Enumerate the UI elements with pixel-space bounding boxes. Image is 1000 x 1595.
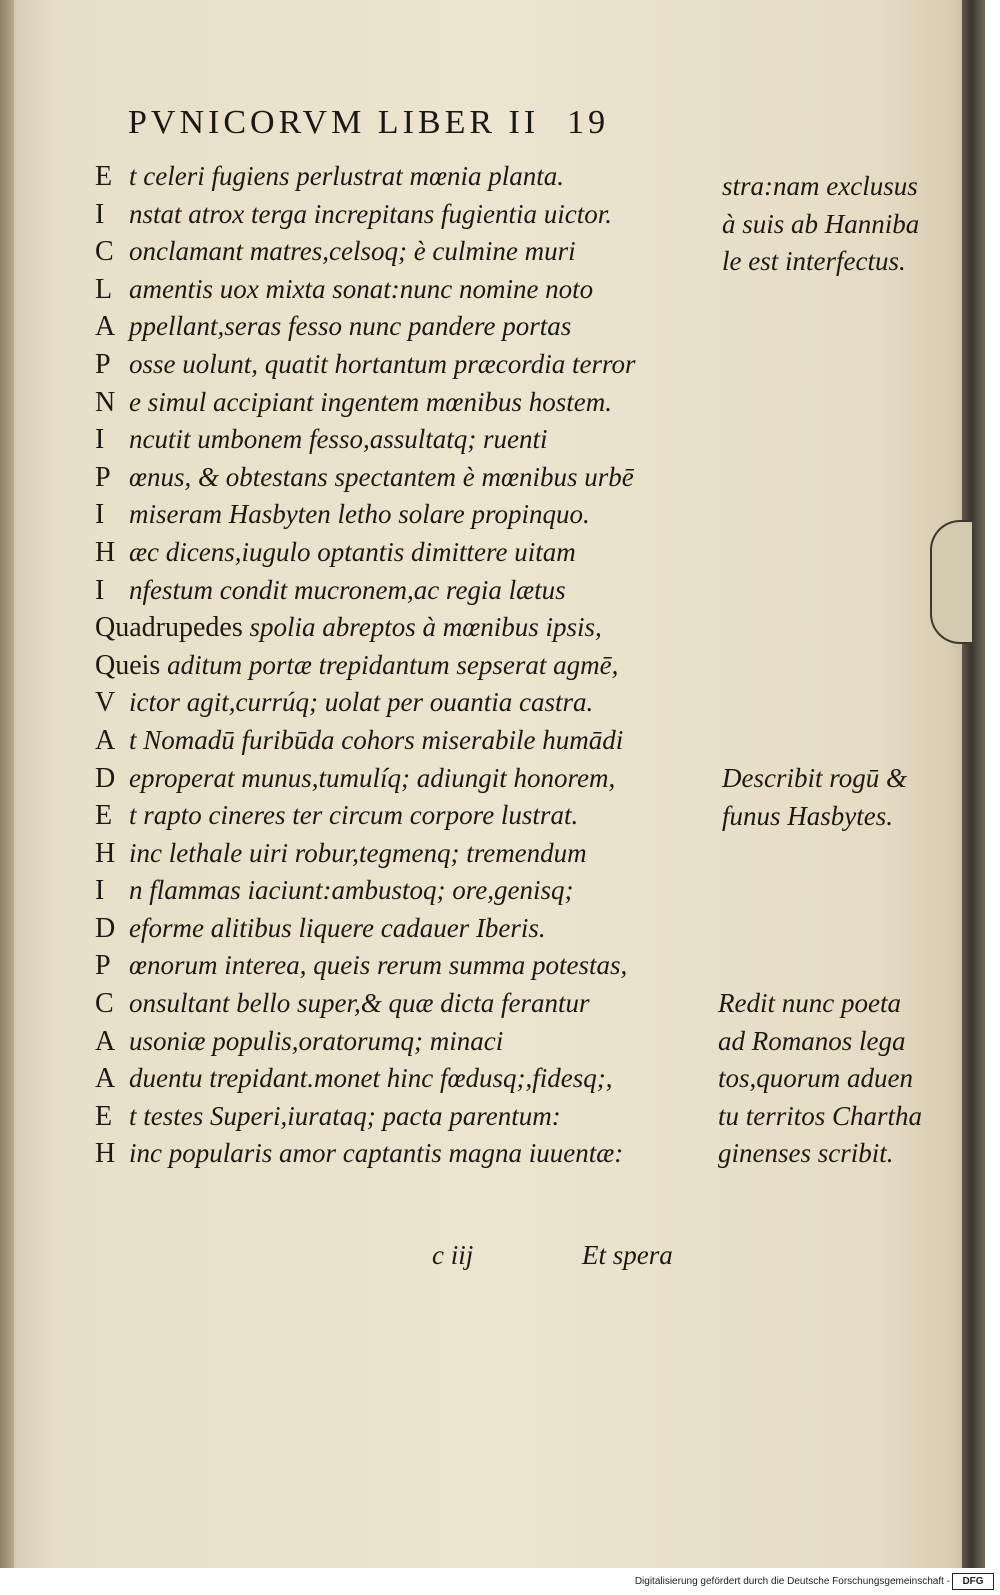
- folio-number: 19: [567, 104, 610, 141]
- margin-note-1: [722, 168, 919, 281]
- margin-note-3: [718, 985, 922, 1173]
- verse-initial: V: [95, 687, 116, 719]
- verse-line: [95, 797, 715, 835]
- verse-initial: P: [95, 461, 111, 493]
- margin-note-line: tos,quorum aduen: [718, 1063, 913, 1094]
- verse-line-text: ictor agit,currúq; uolat per ouantia castra.: [129, 687, 594, 718]
- margin-note-2: [722, 760, 907, 835]
- verse-line: [95, 835, 715, 873]
- verse-initial: A: [95, 1025, 116, 1057]
- verse-line: [95, 346, 715, 384]
- margin-note-line: Describit rogū &: [722, 763, 907, 793]
- verse-initial: D: [95, 912, 116, 944]
- verse-line-text: t celeri fugiens perlustrat mœnia planta.: [129, 161, 564, 191]
- verse-initial: E: [95, 800, 113, 832]
- verse-line-text: n flammas iaciunt:ambustoq; ore,genisq;: [129, 875, 574, 906]
- verse-line-text: duentu trepidant.monet hinc fœdusq;,fidesq;,: [129, 1063, 613, 1094]
- catchword: Et spera: [582, 1240, 673, 1270]
- verse-initial: Queis: [95, 649, 161, 681]
- verse-initial: A: [95, 311, 116, 343]
- verse-line-text: inc lethale uiri robur,tegmenq; tremendum: [129, 837, 587, 868]
- verse-initial: A: [95, 724, 116, 756]
- verse-line-text: ncutit umbonem fesso,assultatq; ruenti: [129, 424, 548, 455]
- verse-line-text: osse uolunt, quatit hortantum præcordia terror: [129, 348, 636, 379]
- verse-line-text: onclamant matres,celsoq; è culmine muri: [129, 236, 576, 267]
- verse-line: [95, 421, 715, 459]
- verse-line: [95, 910, 715, 948]
- verse-initial: P: [95, 348, 111, 380]
- verse-line: [95, 1098, 715, 1136]
- verse-text: [95, 158, 715, 1173]
- margin-note-line: à suis ab Hanniba: [722, 208, 920, 239]
- verse-initial: Quadrupedes: [95, 612, 243, 644]
- verse-initial: E: [95, 1100, 113, 1132]
- verse-initial: I: [95, 198, 105, 230]
- verse-initial: N: [95, 386, 116, 418]
- verse-line: [95, 1060, 715, 1098]
- margin-note-line: le est interfectus.: [722, 246, 906, 277]
- margin-note-line: stra:nam exclusus: [722, 171, 918, 201]
- verse-line: [95, 496, 715, 534]
- verse-line-text: nfestum condit mucronem,ac regia lætus: [129, 574, 566, 605]
- verse-line-text: ppellant,seras fesso nunc pandere portas: [129, 311, 572, 342]
- verse-line: [95, 459, 715, 497]
- verse-line: [95, 1023, 715, 1061]
- verse-initial: I: [95, 875, 105, 907]
- verse-initial: H: [95, 1138, 116, 1170]
- verse-line: [95, 308, 715, 346]
- clasp-tab: [930, 520, 972, 644]
- verse-initial: A: [95, 1063, 116, 1095]
- verse-initial: I: [95, 499, 105, 531]
- verse-initial: E: [95, 161, 113, 192]
- verse-line: [95, 158, 715, 196]
- verse-line-text: usoniæ populis,oratorumq; minaci: [129, 1025, 504, 1056]
- verse-line-text: eproperat munus,tumulíq; adiungit honorem,: [129, 762, 616, 793]
- verse-line-text: aditum portæ trepidantum sepserat agmē,: [167, 649, 619, 680]
- verse-initial: I: [95, 574, 105, 606]
- verse-line: [95, 233, 715, 271]
- margin-note-line: ginenses scribit.: [718, 1138, 894, 1169]
- verse-initial: C: [95, 988, 114, 1020]
- verse-line: [95, 271, 715, 309]
- running-head-title: PVNICORVM LIBER II: [128, 104, 540, 141]
- margin-note-line: tu territos Chartha: [718, 1100, 923, 1131]
- verse-line-text: spolia abreptos à mœnibus ipsis,: [249, 612, 602, 643]
- verse-line-text: t testes Superi,iurataq; pacta parentum:: [129, 1100, 561, 1131]
- verse-line-text: t rapto cineres ter circum corpore lustrat.: [129, 800, 579, 831]
- verse-line-text: inc popularis amor captantis magna iuuentæ:: [129, 1138, 624, 1169]
- margin-note-line: ad Romanos lega: [718, 1025, 906, 1056]
- margin-note-line: funus Hasbytes.: [722, 800, 893, 831]
- verse-line: [95, 384, 715, 422]
- verse-line: [95, 1135, 715, 1173]
- verse-line: [95, 196, 715, 234]
- verse-line-text: nstat atrox terga increpitans fugientia uictor.: [129, 198, 612, 229]
- verse-line: [95, 985, 715, 1023]
- verse-line: [95, 872, 715, 910]
- verse-initial: I: [95, 424, 105, 456]
- margin-note-line: Redit nunc poeta: [718, 988, 901, 1018]
- verse-initial: C: [95, 236, 114, 268]
- page-gutter-shadow: [0, 0, 14, 1568]
- verse-line-text: t Nomadū furibūda cohors miserabile humādi: [129, 724, 624, 755]
- verse-initial: P: [95, 950, 111, 982]
- verse-initial: H: [95, 536, 116, 568]
- verse-line-text: œnus, & obtestans spectantem è mœnibus urbē: [129, 461, 634, 492]
- verse-line-text: amentis uox mixta sonat:nunc nomine noto: [129, 273, 594, 304]
- book-cover-edge: [962, 0, 985, 1568]
- verse-line-text: e simul accipiant ingentem mœnibus hostem.: [129, 386, 612, 417]
- verse-line: [95, 534, 715, 572]
- verse-line: [95, 609, 715, 647]
- verse-line-text: miseram Hasbyten letho solare propinquo.: [129, 499, 590, 530]
- verse-initial: D: [95, 762, 116, 794]
- verse-line: [95, 947, 715, 985]
- funding-credit: Digitalisierung gefördert durch die Deutsche Forschungsgemeinschaft -: [634, 1576, 950, 1587]
- signature-mark: c iij: [432, 1240, 474, 1270]
- verse-line: [95, 684, 715, 722]
- verse-line: [95, 572, 715, 610]
- dfg-logo: DFG: [952, 1573, 994, 1590]
- verse-line: [95, 647, 715, 685]
- verse-line: [95, 760, 715, 798]
- verse-initial: H: [95, 837, 116, 869]
- verse-line-text: eforme alitibus liquere cadauer Iberis.: [129, 912, 546, 943]
- verse-initial: L: [95, 273, 113, 305]
- running-head: [128, 104, 609, 142]
- verse-line-text: œnorum interea, queis rerum summa potestas,: [129, 950, 628, 981]
- footer-bar: [0, 1568, 1000, 1595]
- verse-line-text: onsultant bello super,& quæ dicta ferantur: [129, 988, 590, 1019]
- verse-line: [95, 722, 715, 760]
- verse-line-text: æc dicens,iugulo optantis dimittere uitam: [129, 536, 576, 567]
